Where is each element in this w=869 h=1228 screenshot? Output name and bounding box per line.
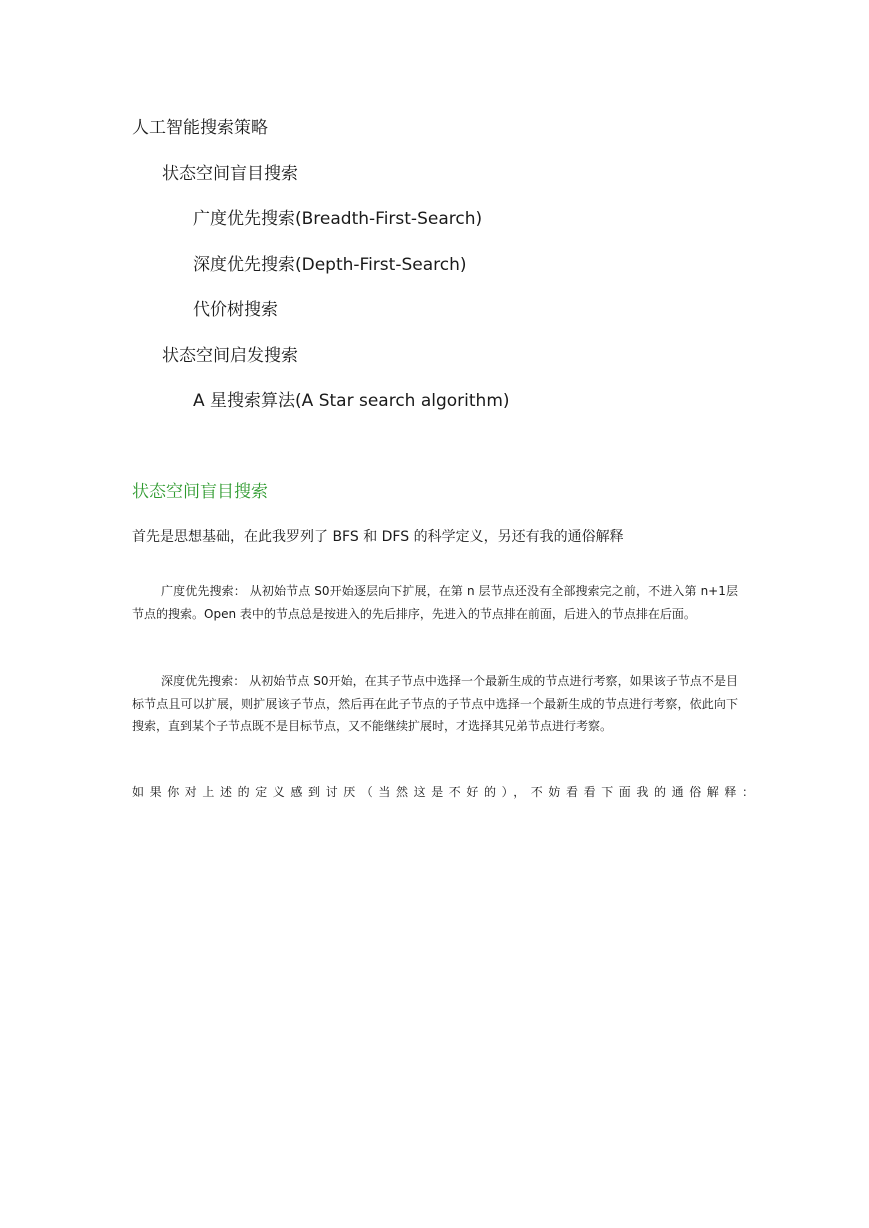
closing-paragraph: 如果你对上述的定义感到讨厌（当然这是不好的），不妨看看下面我的通俗解释： xyxy=(132,785,760,799)
intro-paragraph: 首先是思想基础，在此我罗列了 BFS 和 DFS 的科学定义，另还有我的通俗解释 xyxy=(132,529,624,545)
outline-dfs: 深度优先搜索(Depth-First-Search) xyxy=(193,255,467,275)
outline-bfs: 广度优先搜索(Breadth-First-Search) xyxy=(193,209,483,229)
outline-astar: A 星搜索算法(A Star search algorithm) xyxy=(193,391,510,411)
dfs-definition-paragraph: 深度优先搜索： 从初始节点 S0开始，在其子节点中选择一个最新生成的节点进行考察，如果该子节点不是目标节点且可以扩展，则扩展该子节点，然后再在此子节点的子节点中选择一个最新生成的节点进行考察，依此向下搜索，直到某个子节点既不是目标节点，又不能继续扩展时，才选择其兄弟节点进行考察。 xyxy=(132,674,738,733)
outline-root: 人工智能搜索策略 xyxy=(132,118,268,138)
outline-blind-search: 状态空间盲目搜索 xyxy=(162,164,298,184)
bfs-definition-paragraph: 广度优先搜索： 从初始节点 S0开始逐层向下扩展，在第 n 层节点还没有全部搜索完之前，不进入第 n+1层节点的搜索。Open 表中的节点总是按进入的先后排序，先进入的节点排在前面，后进入的节点排在后面。 xyxy=(132,584,738,621)
section-heading: 状态空间盲目搜索 xyxy=(132,482,268,502)
outline-cost-tree: 代价树搜索 xyxy=(193,300,278,320)
outline-heuristic-search: 状态空间启发搜索 xyxy=(162,346,298,366)
